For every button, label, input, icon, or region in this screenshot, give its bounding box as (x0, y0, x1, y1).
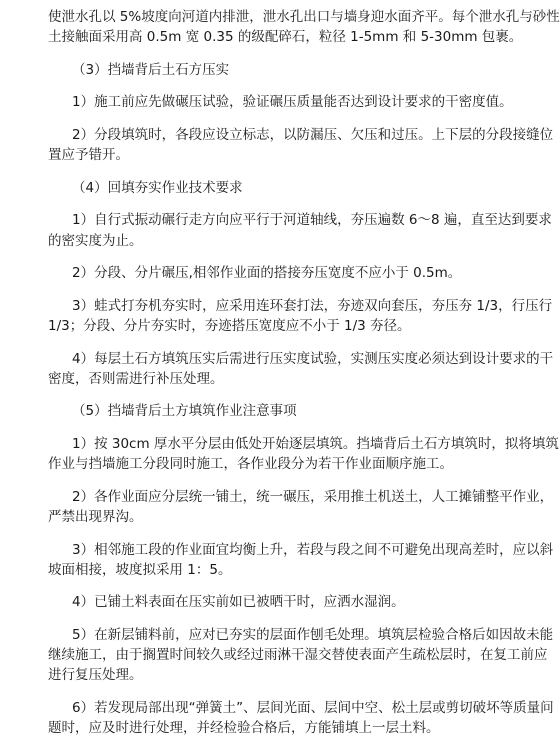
paragraph-line: 3）相邻施工段的作业面宜均衡上升，若段与段之间不可避免出现高差时，应以斜 (72, 542, 554, 558)
paragraph-line: 3）蛙式打夯机夯实时，应采用连环套打法，夯迹双向套压，夯压夯 1/3，行压行 (72, 298, 553, 314)
paragraph-line: 作业与挡墙施工分段同时施工，各作业段分为若干作业面顺序施工。 (48, 456, 453, 472)
paragraph-line: 4）每层土石方填筑压实后需进行压实度试验，实测压实度必须达到设计要求的干 (72, 351, 554, 367)
section-heading: （4）回填夯实作业技术要求 (72, 180, 243, 196)
paragraph-line: 5）在新层铺料前，应对已夯实的层面作刨毛处理。填筑层检验合格后如因故未能 (72, 627, 554, 643)
paragraph-line: 2）分段、分片碾压,相邻作业面的搭接夯压宽度不应小于 0.5m。 (72, 265, 462, 281)
paragraph-line: 坡面相接，坡度拟采用 1：5。 (48, 562, 232, 578)
paragraph-line: 继续施工，由于搁置时间较久或经过雨淋干湿交替使表面产生疏松层时，在复工前应 (48, 647, 548, 663)
paragraph-line: 使泄水孔以 5%坡度向河道内排泄，泄水孔出口与墙身迎水面齐平。每个泄水孔与砂性 (48, 9, 560, 25)
paragraph-line: 进行复压处理。 (48, 667, 143, 683)
paragraph-line: 2）各作业面应分层统一铺土，统一碾压，采用推土机送土，人工摊铺整平作业， (72, 489, 554, 505)
paragraph-line: 密度，否则需进行补压处理。 (48, 371, 224, 387)
paragraph-line: 1）自行式振动碾行走方向应平行于河道轴线，夯压遍数 6～8 遍，直至达到要求 (72, 212, 552, 228)
paragraph-line: 严禁出现界沟。 (48, 509, 143, 525)
paragraph-line: 1）按 30cm 厚水平分层由低处开始逐层填筑。挡墙背后土石方填筑时，拟将填筑 (72, 436, 559, 452)
paragraph-line: 1）施工前应先做碾压试验，验证碾压质量能否达到设计要求的干密度值。 (72, 94, 513, 110)
paragraph-line: 的密实度为止。 (48, 233, 143, 249)
paragraph-line: 2）分段填筑时，各段应设立标志，以防漏压、欠压和过压。上下层的分段接缝位 (72, 127, 554, 143)
paragraph-line: 1/3；分段、分片夯实时，夯迹搭压宽度应不小于 1/3 夯径。 (48, 318, 411, 334)
paragraph-line: 置应予错开。 (48, 147, 129, 163)
paragraph-line: 4）已铺土料表面在压实前如已被晒干时，应洒水湿润。 (72, 594, 405, 610)
section-heading: （3）挡墙背后土石方压实 (72, 62, 230, 78)
section-heading: （5）挡墙背后土方填筑作业注意事项 (72, 403, 297, 419)
paragraph-line: 土接触面采用高 0.5m 宽 0.35 的级配碎石，粒径 1-5mm 和 5-30mm 包裹。 (48, 29, 523, 45)
paragraph-line: 题时，应及时进行处理，并经检验合格后，方能铺填上一层土料。 (48, 720, 440, 736)
paragraph-line: 6）若发现局部出现“弹簧土”、层间光面、层间中空、松土层或剪切破坏等质量问 (72, 700, 554, 716)
